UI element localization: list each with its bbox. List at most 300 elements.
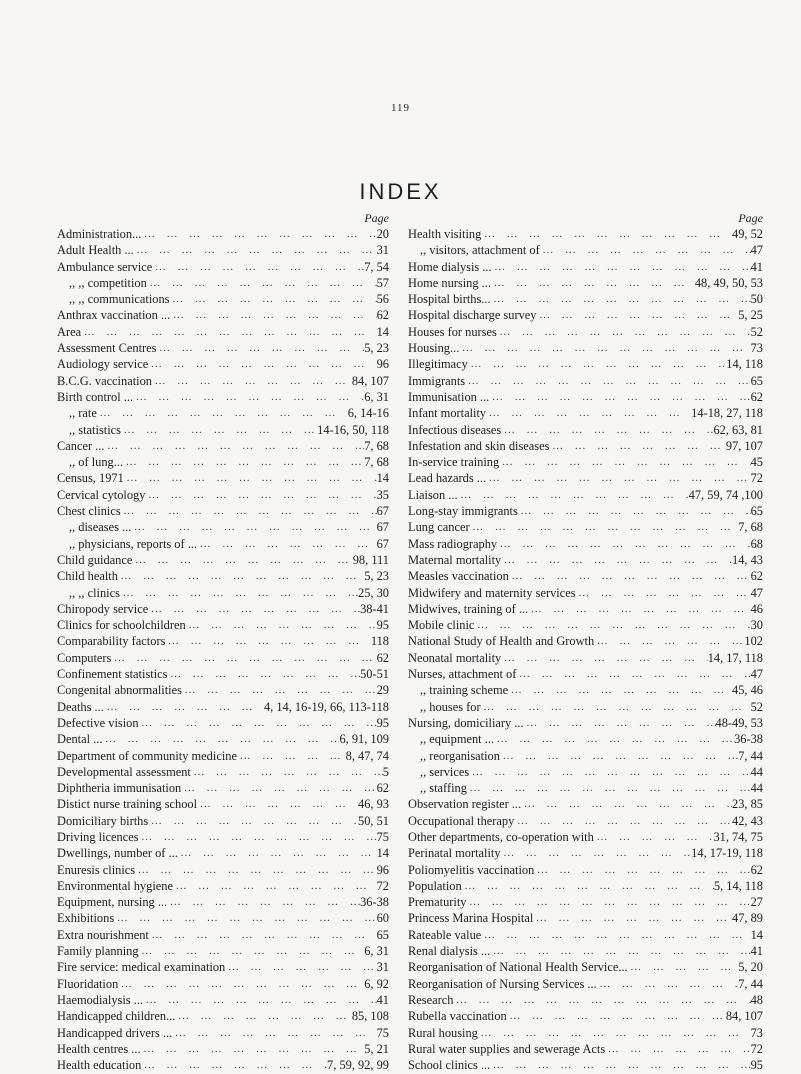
page-references: 7, 68: [364, 455, 389, 470]
leader-dots: [197, 796, 358, 812]
page-references: 36-38: [360, 895, 389, 910]
index-entry: [57, 813, 389, 829]
index-term: Area: [57, 324, 82, 339]
leader-dots: [170, 291, 377, 307]
leader-dots: [501, 650, 707, 666]
page-references: 65: [750, 373, 763, 388]
leader-dots: [478, 1025, 751, 1041]
page-references: 31: [376, 243, 389, 258]
index-entry: [57, 438, 389, 454]
page-references: 31: [376, 960, 389, 975]
index-entry: [408, 259, 763, 275]
page-references: 60: [376, 911, 389, 926]
leader-dots: [516, 666, 750, 682]
page-references: 7, 44: [738, 748, 763, 763]
leader-dots: [491, 275, 695, 291]
index-entry: [408, 748, 763, 764]
index-term: National Study of Health and Growth: [408, 634, 595, 649]
index-term: Handicapped children...: [57, 1009, 176, 1024]
leader-dots: [134, 242, 377, 258]
index-entry: [57, 780, 389, 796]
leader-dots: [605, 1041, 750, 1057]
index-entry: [408, 568, 763, 584]
index-entry: [57, 585, 389, 601]
index-entry: [408, 699, 763, 715]
leader-dots: [576, 585, 751, 601]
page-references: 5, 14, 118: [713, 878, 763, 893]
index-entry: [408, 340, 763, 356]
page-references: 73: [750, 341, 763, 356]
leader-dots: [540, 242, 751, 258]
page-references: 8, 47, 74: [345, 748, 389, 763]
index-entry: [408, 536, 763, 552]
leader-dots: [225, 959, 376, 975]
page-references: 41: [750, 944, 763, 959]
page-references: 75: [376, 1025, 389, 1040]
index-entry: [408, 715, 763, 731]
index-term: Chest clinics: [57, 504, 121, 519]
index-entry: [408, 650, 763, 666]
index-term: Haemodialysis ...: [57, 992, 144, 1007]
page-references: 118: [370, 634, 389, 649]
index-term: Home nursing ...: [408, 275, 491, 290]
leader-dots: [459, 340, 750, 356]
index-entry: [57, 275, 389, 291]
leader-dots: [507, 1008, 726, 1024]
page-references: 5: [382, 764, 389, 779]
leader-dots: [152, 259, 364, 275]
index-entry: [408, 617, 763, 633]
index-term: ,, ,, communications: [69, 292, 170, 307]
page-references: 73: [750, 1025, 763, 1040]
index-term: Liaison ...: [408, 487, 458, 502]
index-term: ,, staffing: [420, 781, 467, 796]
index-title: INDEX: [359, 178, 442, 204]
leader-dots: [594, 829, 714, 845]
index-entry: [408, 405, 763, 421]
index-entry: [57, 1025, 389, 1041]
index-entry: [408, 1041, 763, 1057]
index-term: Reorganisation of Nursing Services ...: [408, 976, 597, 991]
leader-dots: [118, 568, 364, 584]
index-column-right: [408, 210, 763, 1073]
page-references: 14-18, 27, 118: [691, 406, 763, 421]
page-references: 84, 107: [725, 1009, 763, 1024]
index-term: Assessment Centres: [57, 341, 157, 356]
leader-dots: [120, 585, 358, 601]
index-entry: [57, 307, 389, 323]
leader-dots: [486, 405, 691, 421]
index-term: ,, diseases ...: [69, 520, 132, 535]
leader-dots: [465, 373, 750, 389]
index-entry: [57, 340, 389, 356]
index-term: ,, ,, competition: [69, 275, 147, 290]
page-references: 62: [376, 650, 389, 665]
page-references: 14, 43: [732, 552, 763, 567]
leader-dots: [173, 878, 377, 894]
leader-dots: [152, 373, 352, 389]
index-term: Infestation and skin diseases: [408, 438, 550, 453]
index-term: ,, statistics: [69, 422, 121, 437]
leader-dots: [172, 1025, 376, 1041]
leader-dots: [528, 601, 751, 617]
index-entry: [57, 601, 389, 617]
page-references: 7, 68: [364, 438, 389, 453]
index-term: Comparability factors: [57, 634, 166, 649]
page-references: 47: [750, 667, 763, 682]
leader-dots: [501, 422, 713, 438]
page-references: 95: [376, 618, 389, 633]
page-references: 14: [376, 846, 389, 861]
index-term: Diphtheria immunisation: [57, 781, 182, 796]
index-entry: [57, 470, 389, 486]
index-entry: [408, 438, 763, 454]
page-references: 20: [376, 227, 389, 241]
index-term: Rural water supplies and sewerage Acts: [408, 1041, 606, 1056]
index-entry: [408, 666, 763, 682]
page-column-header: Page: [364, 211, 389, 225]
index-term: Ambulance service: [57, 259, 153, 274]
index-entry: [408, 1057, 763, 1073]
index-term: ,, training scheme: [420, 683, 509, 698]
leader-dots: [497, 536, 750, 552]
leader-dots: [124, 470, 377, 486]
page-references: 5, 25: [738, 308, 763, 323]
index-entry: [408, 845, 763, 861]
page-references: 62, 63, 81: [713, 422, 763, 437]
index-entry: [57, 356, 389, 372]
index-term: In-service training: [408, 455, 500, 470]
index-entry: [408, 796, 763, 812]
page-references: 52: [750, 699, 763, 714]
index-entry: [57, 226, 389, 242]
leader-dots: [141, 1057, 327, 1073]
index-entry: [408, 976, 763, 992]
leader-dots: [594, 633, 744, 649]
page-references: 98, 111: [352, 552, 389, 567]
index-entry: [408, 356, 763, 372]
index-entry: [57, 454, 389, 470]
index-entry: [57, 536, 389, 552]
index-entry: [57, 862, 389, 878]
index-entry: [408, 731, 763, 747]
page-references: 14: [376, 471, 389, 486]
page-references: 48: [750, 992, 763, 1007]
page-references: 50, 51: [358, 813, 389, 828]
index-term: ,, ,, clinics: [69, 585, 120, 600]
leader-dots: [81, 324, 377, 340]
leader-dots: [500, 748, 738, 764]
page-references: 14: [376, 324, 389, 339]
leader-dots: [139, 829, 377, 845]
index-entry: [408, 454, 763, 470]
leader-dots: [111, 650, 376, 666]
leader-dots: [197, 536, 377, 552]
page-references: 62: [750, 862, 763, 877]
index-entry: [57, 682, 389, 698]
page-references: 47: [750, 585, 763, 600]
index-entry: [57, 1057, 389, 1073]
index-term: Congenital abnormalities: [57, 683, 182, 698]
leader-dots: [178, 845, 377, 861]
leader-dots: [453, 992, 750, 1008]
leader-dots: [104, 438, 364, 454]
index-term: Fire service: medical examination: [57, 960, 226, 975]
leader-dots: [486, 470, 751, 486]
leader-dots: [139, 943, 365, 959]
index-entry: [57, 748, 389, 764]
index-entry: [408, 862, 763, 878]
index-term: Nurses, attachment of: [408, 667, 517, 682]
index-term: B.C.G. vaccination: [57, 373, 152, 388]
index-entry: [57, 617, 389, 633]
page-references: 85, 108: [351, 1009, 389, 1024]
page-references: 14-16, 50, 118: [317, 422, 389, 437]
leader-dots: [118, 976, 364, 992]
index-term: ,, equipment ...: [420, 732, 494, 747]
page-references: 45, 46: [732, 683, 763, 698]
index-entry: [57, 1041, 389, 1057]
index-entry: [57, 666, 389, 682]
page-references: 65: [376, 927, 389, 942]
page-references: 67: [376, 520, 389, 535]
page-references: 31, 74, 75: [713, 829, 763, 844]
page-references: 41: [376, 992, 389, 1007]
leader-dots: [132, 552, 352, 568]
index-entry: [57, 976, 389, 992]
index-term: Infectious diseases: [408, 422, 502, 437]
leader-dots: [467, 894, 751, 910]
index-term: Renal dialysis ...: [408, 944, 491, 959]
page-references: 14, 17, 118: [707, 650, 763, 665]
page-references: 46, 93: [358, 797, 389, 812]
leader-dots: [121, 503, 377, 519]
index-term: Long-stay immigrants: [408, 504, 518, 519]
index-term: Developmental assessment: [57, 764, 191, 779]
index-term: Research: [408, 992, 454, 1007]
leader-dots: [181, 780, 376, 796]
leader-dots: [509, 568, 751, 584]
page-references: 7, 54: [364, 259, 389, 274]
index-entry: [408, 291, 763, 307]
leader-dots: [524, 715, 716, 731]
leader-dots: [533, 910, 732, 926]
page-references: 62: [376, 781, 389, 796]
index-term: Exhibitions: [57, 911, 115, 926]
leader-dots: [148, 356, 376, 372]
leader-dots: [148, 813, 358, 829]
leader-dots: [148, 601, 360, 617]
index-term: Environmental hygiene: [57, 878, 173, 893]
index-term: Midwifery and maternity services: [408, 585, 576, 600]
index-term: Handicapped drivers ...: [57, 1025, 173, 1040]
index-entry: [408, 519, 763, 535]
page-references: 42, 43: [732, 813, 763, 828]
leader-dots: [481, 927, 750, 943]
page-references: 102: [744, 634, 763, 649]
index-term: Equipment, nursing ...: [57, 895, 168, 910]
page-references: 62: [750, 569, 763, 584]
leader-dots: [470, 519, 739, 535]
index-term: Illegitimacy: [408, 357, 468, 372]
index-entry: [57, 552, 389, 568]
leader-dots: [628, 959, 739, 975]
leader-dots: [549, 438, 725, 454]
index-term: ,, houses for: [420, 699, 481, 714]
index-entry: [57, 242, 389, 258]
index-term: ,, rate: [69, 406, 97, 421]
index-term: Measles vaccination: [408, 569, 509, 584]
page-references: 50: [750, 292, 763, 307]
index-entry: [57, 568, 389, 584]
page-references: 95: [750, 1058, 763, 1073]
leader-dots: [121, 422, 317, 438]
leader-dots: [170, 307, 376, 323]
leader-dots: [474, 617, 750, 633]
index-term: Defective vision: [57, 715, 139, 730]
leader-dots: [597, 976, 739, 992]
index-term: Child guidance: [57, 552, 133, 567]
index-term: Population: [408, 878, 462, 893]
leader-dots: [490, 943, 750, 959]
index-entry: [57, 259, 389, 275]
page-references: 6, 91, 109: [339, 732, 389, 747]
index-term: Housing...: [408, 341, 460, 356]
page-references: 5, 23: [364, 341, 389, 356]
page-references: 49, 52: [732, 227, 763, 241]
index-term: Audiology service: [57, 357, 149, 372]
index-entry: [408, 324, 763, 340]
page-references: 5, 23: [364, 569, 389, 584]
index-term: Birth control ...: [57, 389, 134, 404]
page-references: 72: [750, 1041, 763, 1056]
index-entry: [57, 487, 389, 503]
index-term: Cancer ...: [57, 438, 105, 453]
page-number: 119: [390, 102, 411, 114]
index-term: Cervical cytology: [57, 487, 146, 502]
index-term: Home dialysis ...: [408, 259, 492, 274]
index-term: Maternal mortality: [408, 552, 502, 567]
leader-dots: [518, 503, 751, 519]
index-entry: [57, 910, 389, 926]
leader-dots: [175, 1008, 351, 1024]
index-term: Midwives, training of ...: [408, 601, 529, 616]
index-entry: [408, 1025, 763, 1041]
page-references: 67: [376, 536, 389, 551]
index-entry: [408, 829, 763, 845]
page-references: 67: [376, 504, 389, 519]
page-references: 7, 44: [738, 976, 763, 991]
page-references: 44: [750, 764, 763, 779]
leader-dots: [114, 910, 376, 926]
index-entry: [57, 959, 389, 975]
index-term: Poliomyelitis vaccination: [408, 862, 535, 877]
index-entry: [408, 878, 763, 894]
index-term: ,, physicians, reports of ...: [69, 536, 198, 551]
index-entry: [408, 764, 763, 780]
page-references: 27: [750, 895, 763, 910]
page-references: 97, 107: [725, 438, 763, 453]
page-references: 41: [750, 259, 763, 274]
leader-dots: [491, 291, 751, 307]
index-term: Anthrax vaccination ...: [57, 308, 171, 323]
leader-dots: [481, 226, 732, 242]
leader-dots: [536, 307, 738, 323]
index-term: Distict nurse training school: [57, 797, 198, 812]
index-entry: [408, 275, 763, 291]
index-entry: [57, 796, 389, 812]
leader-dots: [139, 715, 377, 731]
page-references: 46: [750, 601, 763, 616]
page-references: 6, 14-16: [347, 406, 389, 421]
index-term: Department of community medicine: [57, 748, 237, 763]
index-term: Chiropody service: [57, 601, 149, 616]
index-entry: [57, 405, 389, 421]
index-entry: [57, 829, 389, 845]
index-term: Rubella vaccination: [408, 1009, 507, 1024]
page-references: 45: [750, 455, 763, 470]
leader-dots: [191, 764, 383, 780]
index-entry: [408, 242, 763, 258]
leader-dots: [514, 813, 732, 829]
page-references: 36-38: [734, 732, 763, 747]
page-references: 5, 20: [738, 960, 763, 975]
index-term: School clinics ...: [408, 1058, 491, 1073]
index-entry: [57, 894, 389, 910]
leader-dots: [468, 356, 726, 372]
page-references: 29: [376, 683, 389, 698]
page-references: 75: [376, 829, 389, 844]
index-term: Lung cancer: [408, 520, 470, 535]
leader-dots: [156, 340, 364, 356]
leader-dots: [141, 1041, 365, 1057]
index-entry: [57, 503, 389, 519]
leader-dots: [141, 226, 376, 242]
index-term: Immigrants: [408, 373, 466, 388]
index-term: Mobile clinic: [408, 618, 475, 633]
leader-dots: [499, 454, 750, 470]
index-entry: [408, 1008, 763, 1024]
leader-dots: [133, 389, 364, 405]
index-entry: [408, 601, 763, 617]
leader-dots: [534, 862, 750, 878]
page-references: 7, 68: [738, 520, 763, 535]
index-term: Houses for nurses: [408, 324, 497, 339]
page-references: 14, 17-19, 118: [691, 846, 763, 861]
index-term: ,, reorganisation: [420, 748, 500, 763]
index-entry: [408, 894, 763, 910]
page-references: 5, 21: [364, 1041, 389, 1056]
index-entry: [57, 519, 389, 535]
leader-dots: [97, 405, 348, 421]
page-references: 96: [376, 357, 389, 372]
index-term: Dwellings, number of ...: [57, 846, 178, 861]
leader-dots: [458, 487, 689, 503]
page-references: 62: [376, 308, 389, 323]
index-entry: [408, 389, 763, 405]
index-entry: [408, 992, 763, 1008]
index-entry-list: [57, 226, 389, 1073]
index-entry: [408, 585, 763, 601]
index-term: Hospital births...: [408, 292, 491, 307]
index-entry: [408, 503, 763, 519]
index-entry: [408, 682, 763, 698]
index-term: Domiciliary births: [57, 813, 149, 828]
index-term: Rateable value: [408, 927, 482, 942]
index-entry: [57, 650, 389, 666]
index-term: Princess Marina Hospital: [408, 911, 534, 926]
index-entry: [57, 927, 389, 943]
